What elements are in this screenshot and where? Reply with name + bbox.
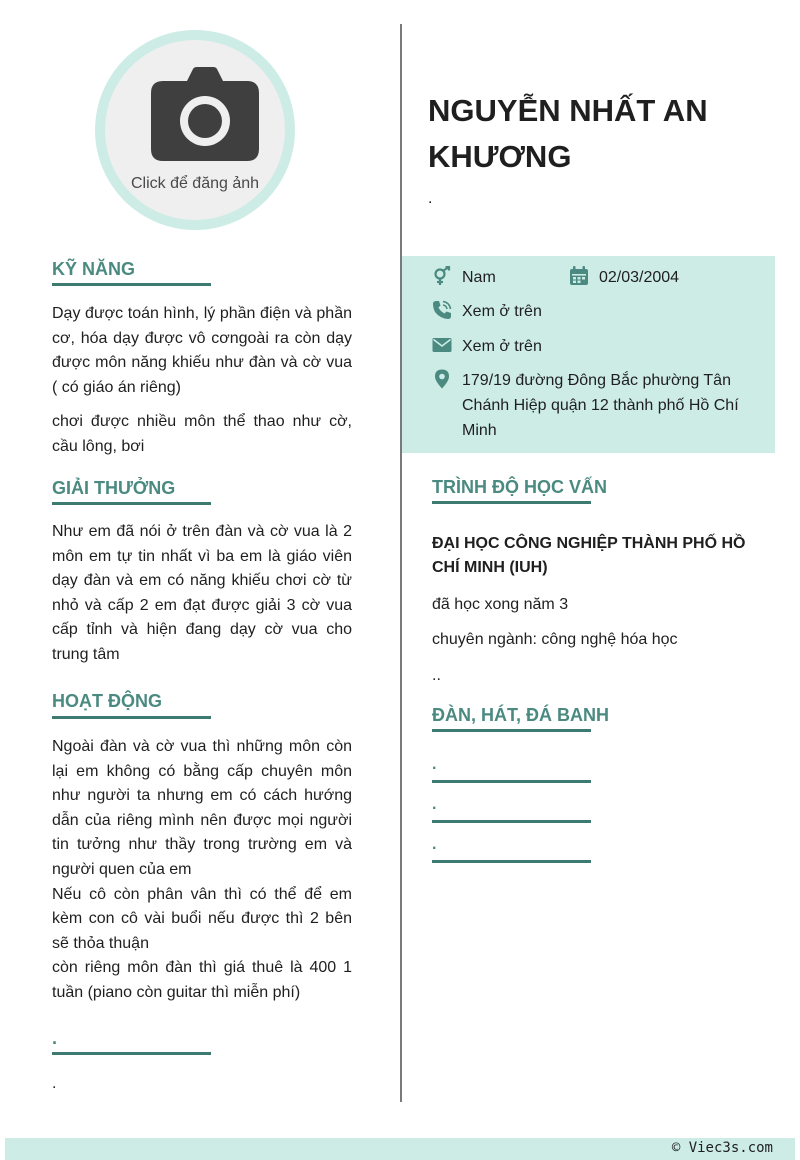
activities-paragraph: Nếu cô còn phân vân thì có thể để em kèm con cô vài buổi nếu được thì 2 bên sẽ thỏa thuận	[52, 885, 352, 952]
hobby-underline	[432, 860, 591, 863]
camera-icon	[151, 67, 259, 161]
email-icon	[432, 335, 452, 355]
skills-text	[52, 302, 352, 460]
activities-text	[52, 735, 352, 1006]
phone-value: Xem ở trên	[462, 303, 542, 320]
footer-copyright: © Viec3s.com	[671, 1140, 773, 1156]
address-value: 179/19 đường Đông Bắc phường Tân Chánh Hiệp quận 12 thành phố Hồ Chí Minh	[462, 372, 739, 439]
education-school: ĐẠI HỌC CÔNG NGHIỆP THÀNH PHỐ HỒ CHÍ MINH (IUH)	[432, 535, 746, 576]
avatar-upload[interactable]	[95, 30, 295, 230]
activities-paragraph: còn riêng môn đàn thì giá thuê là 400 1 tuần (piano còn guitar thì miễn phí)	[52, 959, 352, 1001]
education-line: ..	[432, 667, 441, 684]
avatar-placeholder[interactable]	[105, 40, 285, 220]
email-value: Xem ở trên	[462, 338, 542, 355]
hobby-item: .	[432, 836, 437, 853]
education-line: đã học xong năm 3	[432, 596, 569, 613]
hobby-underline	[432, 780, 591, 783]
extra-title: .	[52, 1028, 58, 1048]
phone-icon	[432, 300, 452, 320]
candidate-subtitle: .	[428, 190, 433, 207]
hobbies-underline	[432, 729, 591, 732]
calendar-icon	[569, 266, 589, 286]
skills-paragraph: chơi được nhiều môn thể thao như cờ, cầu lông, bơi	[52, 413, 352, 455]
dob-value: 02/03/2004	[599, 269, 680, 286]
hobby-item: .	[432, 796, 437, 813]
hobby-item: .	[432, 756, 437, 773]
extra-text: .	[52, 1075, 57, 1092]
gender-icon	[432, 266, 452, 286]
skills-paragraph: Dạy được toán hình, lý phần điện và phần cơ, hóa dạy được vô cơngoài ra còn dạy được môn năng khiếu như đàn và cờ vua ( có giáo án riêng)	[52, 305, 352, 396]
awards-paragraph: Như em đã nói ở trên đàn và cờ vua là 2 môn em tự tin nhất vì ba em là giáo viên dạy đàn và em có năng khiếu chơi cờ từ nhỏ và cấp 2 em đạt được giải 3 cờ vua cấp tỉnh và hiện đang dạy cờ vua cho trung tâm	[52, 523, 352, 663]
skills-underline	[52, 283, 211, 286]
gender-value: Nam	[462, 269, 496, 286]
awards-title: GIẢI THƯỞNG	[52, 478, 176, 498]
column-divider	[400, 24, 402, 1102]
education-line: chuyên ngành: công nghệ hóa học	[432, 631, 678, 648]
location-icon	[432, 369, 452, 389]
contact-info	[402, 256, 775, 453]
extra-underline	[52, 1052, 211, 1055]
footer-bar	[5, 1138, 795, 1160]
activities-underline	[52, 716, 211, 719]
candidate-name: NGUYỄN NHẤT AN KHƯƠNG	[428, 93, 708, 174]
awards-underline	[52, 502, 211, 505]
awards-text	[52, 520, 352, 668]
activities-title: HOẠT ĐỘNG	[52, 691, 162, 711]
hobbies-title: ĐÀN, HÁT, ĐÁ BANH	[432, 705, 609, 725]
activities-paragraph: Ngoài đàn và cờ vua thì những môn còn lại em không có bằng cấp chuyên môn như người ta nhưng em có cách hướng dẫn của riêng mình nên được mọi người tin tưởng như thầy trong trường em và người quen của em	[52, 738, 352, 878]
education-underline	[432, 501, 591, 504]
avatar-caption: Click để đăng ảnh	[130, 175, 260, 192]
education-title: TRÌNH ĐỘ HỌC VẤN	[432, 477, 607, 497]
skills-title: KỸ NĂNG	[52, 259, 136, 279]
hobby-underline	[432, 820, 591, 823]
